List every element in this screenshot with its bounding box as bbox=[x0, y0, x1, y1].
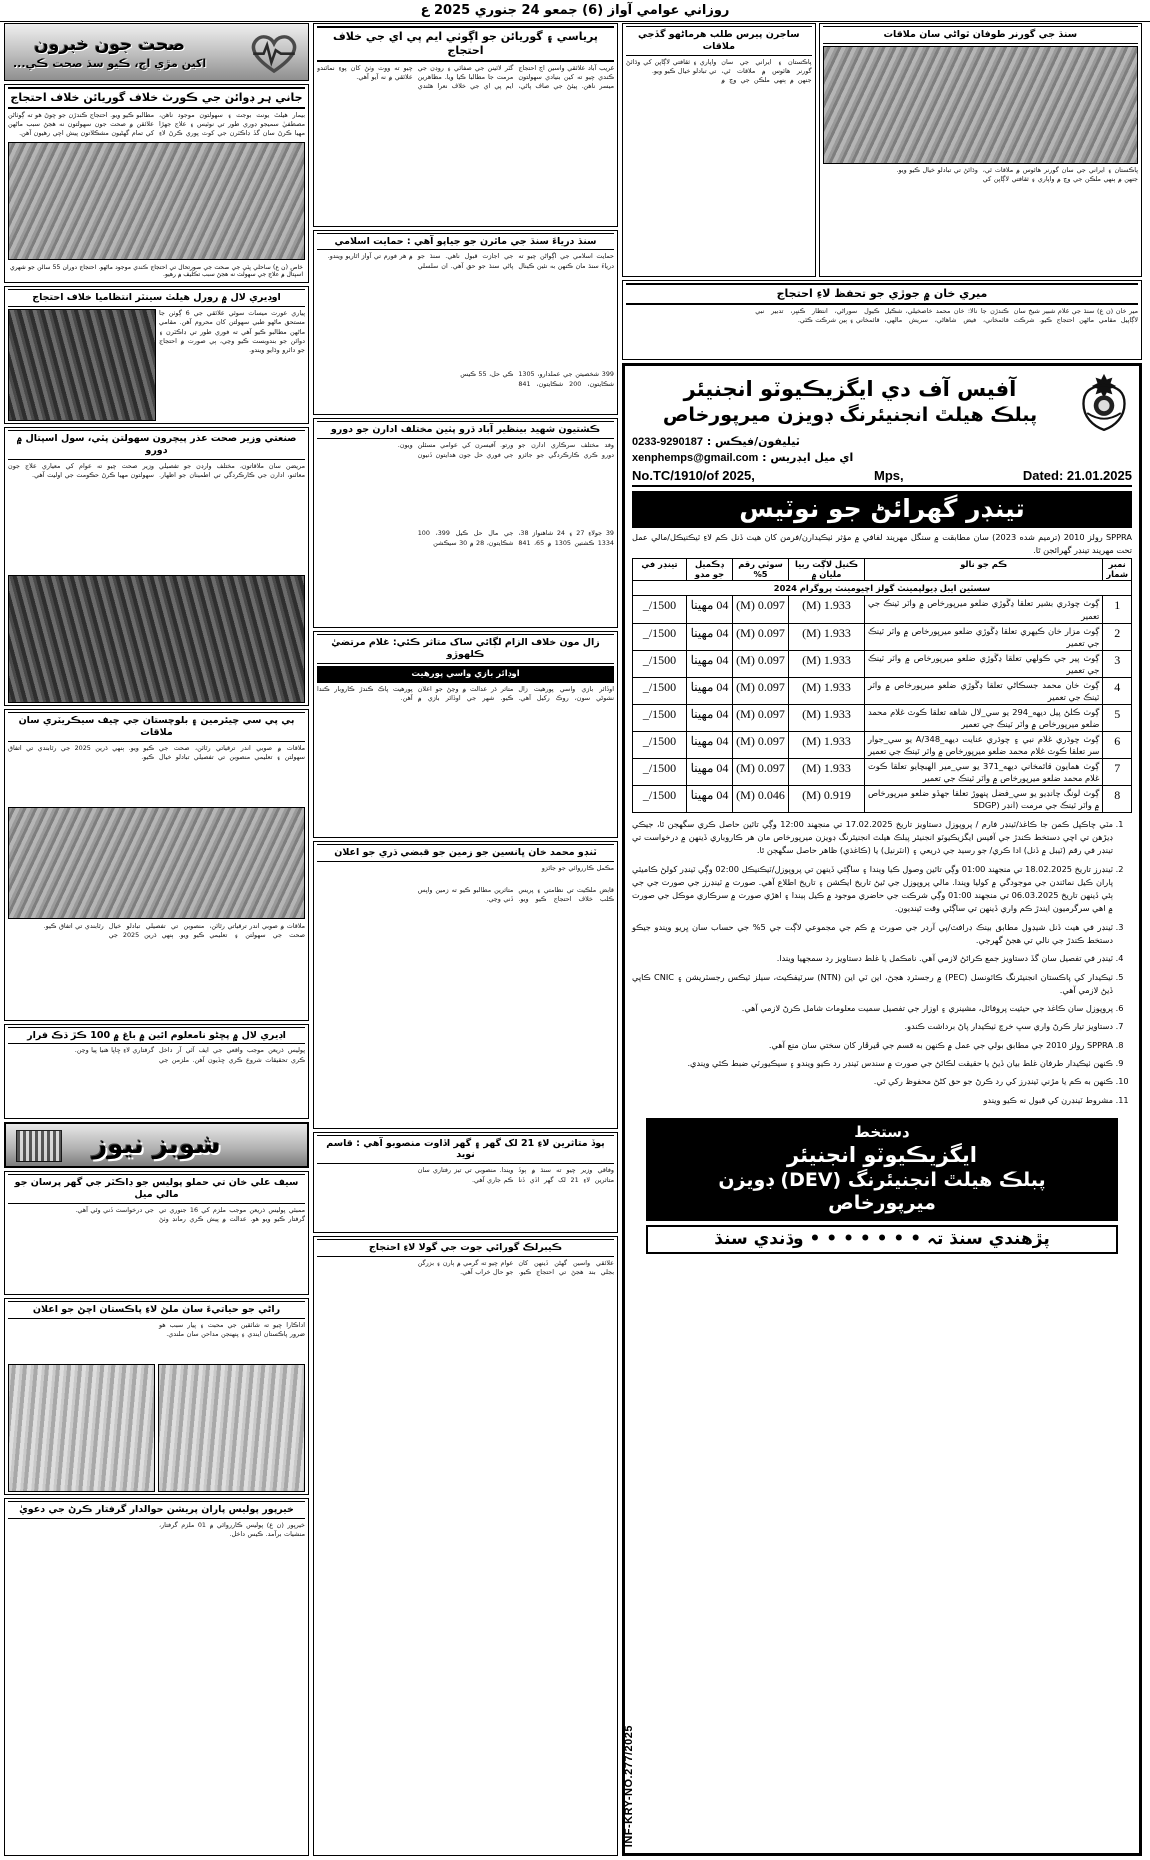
protest-banner-photo bbox=[8, 142, 305, 260]
cell-work-name: ڳوٺ لونگ چانڊيو يو سي_فضل پنهوڙ تعلقا جهڏو ضلعو ميرپورخاص ۾ واٽر ٽينڪ جي مرمت (انڊر (SDGP bbox=[865, 785, 1103, 812]
article-governor-meeting bbox=[819, 23, 1142, 277]
table-row bbox=[633, 758, 1132, 785]
cell-serial: 7 bbox=[1103, 758, 1132, 785]
tender-signature-block bbox=[646, 1118, 1118, 1221]
program-title: سسٽين ايبل ڊيولپمينٽ گولز اچيومينٽ پروگرام 2024 bbox=[633, 581, 1132, 596]
col-work-name: ڪم جو نالو bbox=[865, 558, 1103, 581]
article-headline: اڊيري لال ۾ پڇڻو نامعلوم ائين ۾ باغ ۾ 100 ڪڙ ڌڪ فرار bbox=[8, 1027, 305, 1045]
showbiz-headline: خيرپور پوليس پاران پريشن حوالدار گرفتار ڪرڻ جي دعويٰ bbox=[8, 1501, 305, 1519]
article-body: وفاقي وزير چيو ته سنڌ ۾ ٻوڏ متاثرين لاءِ 21 لک گهر اڏي ڏنا ويندا. منصوبي تي تيز رفتاري سان ڪم جاري آهي. bbox=[417, 1166, 614, 1184]
tender-term: 6. پروپوزل سان ڪاغذ جي حيثيت پروفائل، مشينري ۽ اوزار جي تفصيل سميت معلومات شامل ڪرڻ لازمي آهي. bbox=[632, 1002, 1113, 1015]
cell-serial: 8 bbox=[1103, 785, 1132, 812]
article-miri-khan-protest bbox=[622, 280, 1142, 360]
email-value: xenphemps@gmail.com bbox=[632, 452, 759, 464]
cell-completion-period: 04 مهينا bbox=[687, 731, 733, 758]
showbiz-headline: سيف علي خان تي حملو پوليس جو ڊاڪٽر جي گهر پرسان جو مالي ميل bbox=[8, 1174, 305, 1204]
cell-estimated-cost: 0.919 (M) bbox=[789, 785, 865, 812]
signatory-division: پبلڪ هيلٿ انجنيئرنگ (DEV) ڊويزن bbox=[718, 1168, 1046, 1191]
col-estimated-cost: ڪنيل لاڳت ربيا مليان ۾ bbox=[789, 558, 865, 581]
article-rural-health-center bbox=[4, 286, 309, 424]
officials-handshake-photo bbox=[823, 46, 1138, 164]
article-headline: سنڌ درياءَ سنڌ جي ماٿرن جو جياپو آهي : حمايت اسلامي bbox=[317, 233, 614, 251]
tender-term: 3. ٽينڊر في هيٺ ڏنل شيڊول مطابق بينڪ ڊرافٽ/پي آرڊر جي صورت ۾ ڪم جي مجموعي لاڳت جي 5% جي حساب سان ڀريو ويندو جيڪو دستخط ڪندڙ جي نالي تي هجڻ گهرجي. bbox=[632, 921, 1113, 948]
cell-earnest-money: 0.097 (M) bbox=[733, 731, 789, 758]
article-body-continued: ملاقات ۾ صوبي اندر ترقياتي رٿائن، صحت جي سهولتن ۽ تعليمي منصوبن تي تفصيلي تبادلو خيال ڪيو ويو. ٻنهي ڌرين 2025 جي رٿابندي تي اتفاق ڪيو. bbox=[43, 921, 305, 939]
tender-term: 4. ٽينڊر في تفصيل سان گڏ دستاويز جمع ڪرائڻ لازمي آهي. نامڪمل يا غلط دستاويز رد سمجهيا ويندا. bbox=[632, 952, 1113, 965]
cell-estimated-cost: 1.933 (M) bbox=[789, 650, 865, 677]
table-row bbox=[633, 623, 1132, 650]
tender-intro-text: SPPRA رولز 2010 (ترميم شده 2023) سان مطابقت ۾ سنگل مهريند لفافي ۾ مؤثر ٺيڪيدارن/فرمن کان هيٺ ڏنل ڪم لاءِ ٽيڪنيڪل/مالي عمل تحت مهريند تينڊر گهرائجن ٿا. bbox=[632, 531, 1133, 556]
cell-estimated-cost: 1.933 (M) bbox=[789, 623, 865, 650]
tender-term: 10. ڪنهن به ڪم يا مڙني ٽينڊرز کي رد ڪرڻ جو حق کڻڻ محفوظ رکي ٿي. bbox=[632, 1075, 1113, 1088]
tender-term: 5. ٺيڪيدار کي پاڪستان انجنيئرنگ ڪائونسل (PEC) ۾ رجسٽرڊ هجڻ، اين ٽي اين (NTN) سرٽيفڪيٽ، سيلز ٽيڪس رجسٽريشن ۽ CNIC ڪاپي ڏيڻ لازمي آهي. bbox=[632, 971, 1113, 998]
health-news-banner bbox=[4, 23, 309, 81]
table-row bbox=[633, 596, 1132, 623]
col-completion-period: ڊڪميل جو مدو bbox=[687, 558, 733, 581]
tender-terms-list bbox=[632, 818, 1129, 1112]
article-headline: ٽنڊو محمد خان ڀانسين جو زمين جو قبضي ڌري جو اعلان bbox=[317, 844, 614, 862]
cell-tender-fee: 1500/_ bbox=[633, 704, 687, 731]
tender-table-body bbox=[633, 581, 1132, 812]
cell-earnest-money: 0.097 (M) bbox=[733, 704, 789, 731]
tender-division-title: پبلڪ هيلٿ انجنيئرنگ ڊويزن ميرپورخاص bbox=[662, 404, 1038, 426]
cell-earnest-money: 0.097 (M) bbox=[733, 650, 789, 677]
article-headline: اوڊيري لال ۾ رورل هيلٿ سينٽر انتظاميا خلاف احتجاج bbox=[8, 289, 305, 307]
article-body: ملاقات ۾ صوبي اندر ترقياتي رٿائن، صحت جي سهولتن ۽ تعليمي منصوبن تي تفصيلي تبادلو خيال ڪيو ويو. ٻنهي ڌرين 2025 جي رٿابندي تي اتفاق ڪيو. bbox=[8, 743, 305, 761]
photo-caption: خاص (ن ع) ساحلي پٽي جي صحت جي صورتحال تي احتجاج ڪندي موجود ماڻهو. احتجاج دوران 55 سالن جو شهري اسپتال ۾ علاج جي سهولت نه هجڻ سبب تڪليف ۾ رهيو. bbox=[10, 263, 303, 279]
article-body: پاڪستان ۽ ايراني جي سان گورنر هائوس ۾ ملاقات ٿي، جنهن ۾ ٻنهي ملڪن جي وچ ۾ واپاري ۽ ثقافتي لاڳاپن کي وڌائڻ تي تبادلو خيال ڪيو ويو. bbox=[896, 165, 1138, 184]
cell-completion-period: 04 مهينا bbox=[687, 677, 733, 704]
article-flood-housing bbox=[313, 1132, 618, 1234]
article-body: قابض ملڪيت تي نظامتي ۽ پريس ڪلب خلاف احتجاج ڪيو ويو. متاثرين مطالبو ڪيو ته زمين واپس ڏني وڃي. bbox=[417, 885, 614, 903]
article-body: وفد مختلف سرڪاري ادارن جو دورو ڪري ڪارڪردگي جو جائزو ورتو. آفيسرن کي عوامي مسئلن جي فوري حل جون هدايتون ڏنيون ويون. bbox=[397, 441, 614, 459]
article-odero-lal-robbery bbox=[4, 1024, 309, 1120]
article-body: علائقي واسين گهڻن ڏينهن کان بجلي بند هجڻ تي احتجاج ڪيو. عوام چيو ته گرمي ۾ ٻارن ۽ بزرگن جو حال خراب آهي. bbox=[417, 1259, 614, 1277]
health-banner-subtitle: اکين مڙي اچ، ڪيو سڌ صحت ڪي... bbox=[13, 56, 207, 70]
cell-work-name: ڳوٺ همايون قائمخاني ديهه_371 يو سي_مير الهبچايو تعلقا ڪوٽ غلام محمد ضلعو ميرپورخاص ۾ واٽر ٽينڪ جي تعمير bbox=[865, 758, 1103, 785]
cell-completion-period: 04 مهينا bbox=[687, 623, 733, 650]
cell-earnest-money: 0.097 (M) bbox=[733, 596, 789, 623]
phone-value: 0233-9290187 bbox=[632, 435, 703, 448]
tender-term: 9. ڪنهن ٺيڪيدار طرفان غلط بيان ڏيڻ يا حقيقت لڪائڻ جي صورت ۾ سندس ٽينڊر رد ڪيو ويندو ۽ سيڪيورٽي ضبط ڪئي ويندي. bbox=[632, 1057, 1113, 1070]
article-headline: ڪشتيون شهيد بينظير آباد ڌرو پٺين مختلف ادارن جو دورو bbox=[317, 421, 614, 439]
col-serial: نمبر شمار bbox=[1103, 558, 1132, 581]
article-body: پياري عورت ميسات سوئي علائقي جي 6 ڳوٺن جا مستحق ماڻهو طبي سهولتن کان محروم آهن. مقامي ماڻهن مطالبو ڪيو آهي ته فوري طور تي ڊاڪٽرن ۽ دوائن جو بندوبست ڪيو وڃي، ٻي صورت ۾ احتجاج جو دائرو وڌايو ويندو. bbox=[159, 309, 305, 355]
article-body: اوڏائر بازي واسي پورهيت زال نشوڻي سون، روڪ رکيل آهي. متاثر ڌر عدالت ۾ وڃڻ جو اعلان ڪيو. شهر جي اوڏائر بازي ۾ پورهيت پاڪ ڪندڙ ڪاروبار ڪندا آهن. bbox=[317, 684, 614, 702]
cell-work-name: ڳوٺ چوڌري غلام نبي ۽ چوڌري عنايت ديهه_348/A يو سي_جوار سر تعلقا ڪوٽ غلام محمد ضلعو ميرپورخاص ۾ واٽر ٽينڪ جي تعمير bbox=[865, 731, 1103, 758]
cell-tender-fee: 1500/_ bbox=[633, 623, 687, 650]
cell-work-name: ڳوٺ خان محمد جسڪاڻي تعلقا ڍڱوڙي ضلعو ميرپورخاص ۾ واٽر ٽينڪ جي تعمير bbox=[865, 677, 1103, 704]
health-banner-title: صحت جون خبرون bbox=[34, 34, 185, 55]
article-defamation-claim bbox=[313, 631, 618, 837]
top-news-strip bbox=[622, 23, 1142, 277]
cell-completion-period: 04 مهينا bbox=[687, 785, 733, 812]
showbiz-title: شوبز نيوز bbox=[92, 1130, 221, 1161]
showbiz-item-saif-ali-khan bbox=[4, 1171, 309, 1295]
article-body: حمايت اسلامي جي اڳواڻن چيو ته درياءَ سنڌ مان ڪنهن به نئين ڪينال جي اجازت قبول ناهي. سنڌ جو پاڻي سنڌ جو حق آهي. ان سلسلي ۾ هر فورم تي آواز اٿاريو ويندو. bbox=[327, 252, 614, 270]
cell-serial: 1 bbox=[1103, 596, 1132, 623]
signatory-location: ميرپورخاص bbox=[828, 1191, 936, 1214]
page-columns bbox=[4, 23, 1146, 1856]
cell-work-name: ڳوٺ چوڌري بشير تعلقا ڍڱوڙي ضلعو ميرپورخاص ۾ واٽر ٽينڪ جي تعمير bbox=[865, 596, 1103, 623]
tender-date: Dated: 21.01.2025 bbox=[1022, 467, 1132, 483]
cell-estimated-cost: 1.933 (M) bbox=[789, 758, 865, 785]
tender-advertisement bbox=[622, 363, 1142, 1857]
inf-reference-code: INF-KRY-NO.277/2025 bbox=[623, 1724, 635, 1847]
tender-header bbox=[632, 372, 1132, 432]
cell-tender-fee: 1500/_ bbox=[633, 596, 687, 623]
cell-serial: 3 bbox=[1103, 650, 1132, 677]
cell-work-name: ڳوٺ مزار خان ڪيهري تعلقا ڍڱوڙي ضلعو ميرپورخاص ۾ واٽر ٽينڪ جي تعمير bbox=[865, 623, 1103, 650]
article-stats: 399 شخصيتن جي عملدارو، 1305 شڪايتون، 200 شڪايتون، 841 ڪي حل، 55 ڪيس bbox=[460, 370, 614, 388]
cell-completion-period: 04 مهينا bbox=[687, 758, 733, 785]
article-electricity-protest bbox=[313, 1236, 618, 1856]
cell-completion-period: 04 مهينا bbox=[687, 704, 733, 731]
cell-earnest-money: 0.097 (M) bbox=[733, 623, 789, 650]
table-row bbox=[633, 677, 1132, 704]
article-headline: پرياسي ۽ گوريائن جو اڳوٺي ايم پي اي جي خلاف احتجاج bbox=[317, 26, 614, 62]
actress-portrait-photo bbox=[8, 1364, 155, 1492]
tender-contact-block bbox=[632, 434, 1132, 467]
showbiz-body: اداڪارا چيو ته شائقين جي محبت ۽ پيار سبب هو ضرور پاڪستان ايندي ۽ پنهنجن مداحن سان ملندي. bbox=[159, 1321, 305, 1339]
cell-estimated-cost: 1.933 (M) bbox=[789, 704, 865, 731]
meeting-table-photo bbox=[8, 807, 305, 919]
article-land-occupation bbox=[313, 841, 618, 1129]
tender-works-table bbox=[632, 558, 1132, 813]
tender-reference-line bbox=[632, 468, 1132, 487]
article-minister-hospital-visit bbox=[4, 427, 309, 706]
cell-serial: 2 bbox=[1103, 623, 1132, 650]
tender-place: Mps, bbox=[874, 467, 904, 483]
column-b bbox=[313, 23, 618, 1856]
article-benazirabad-visit bbox=[313, 418, 618, 628]
showbiz-body: خيرپور (ن ع) پوليس ڪارروائي ۾ 01 ملزم گرفتار، منشيات برآمد. ڪيس داخل. bbox=[159, 1520, 305, 1539]
email-label: اي ميل ايڊريس : bbox=[762, 451, 854, 464]
sindh-government-crest-icon bbox=[1076, 372, 1132, 432]
tender-notice-banner: تينڊر گهرائڻ جو نوٽيس bbox=[632, 491, 1132, 528]
article-body: پوليس ذريعن موجب واقعي جي ايف آئي آر داخل ڪري تحقيقات شروع ڪري ڇڏيون آهن. ملزمن جي گرفتاري لاءِ ڇاپا هنيا پيا وڃن. bbox=[74, 1046, 305, 1064]
cell-estimated-cost: 1.933 (M) bbox=[789, 731, 865, 758]
article-headline: ميري خان ۾ جوڙي جو تحفظ لاءِ احتجاج bbox=[626, 283, 1138, 305]
film-strip-icon bbox=[16, 1130, 62, 1162]
tender-term: 7. دستاويز تيار ڪرڻ واري سڀ خرچ ٺيڪيدار پاڻ برداشت ڪندو. bbox=[632, 1020, 1113, 1033]
article-body: پاڪستان ۽ ايراني جي سان گورنر هائوس ۾ ملاقات ٿي، جنهن ۾ ٻنهي ملڪن جي وچ ۾ واپاري ۽ ثقافتي لاڳاپن کي وڌائڻ تي تبادلو خيال ڪيو ويو. bbox=[626, 57, 812, 85]
cell-work-name: ڳوٺ ڪلڻ پيل ديهه_294 يو سي_لال شاهه تعلقا ڪوٽ غلام محمد ضلعو ميرپورخاص ۾ واٽر ٽينڪ جي تعمير bbox=[865, 704, 1103, 731]
article-figures: 39 جولاءِ 27 ۽ 24 شاهنواز 38، 1334 ڪشتين 1305 ۾ 65، 841 جي مال حل ڪيل 399، 100 شڪايتون، 28 ۾ 30 سيڪشن bbox=[417, 529, 614, 547]
article-mpa-protest bbox=[313, 23, 618, 227]
tender-term: 11. مشروط ٽينڊرن کي قبول نه ڪيو ويندو bbox=[632, 1094, 1113, 1107]
masthead-text: روزاني عوامي آواز (6) جمعو 24 جنوري 2025 ع bbox=[420, 3, 730, 18]
tender-office-title: آفيس آف دي ايگزيڪيوٽو انجنيئر bbox=[683, 377, 1017, 401]
minister-visit-photo bbox=[8, 575, 305, 703]
article-headline: ڪيبرلڪ گورائي جوت جي گولا لاءِ احتجاج bbox=[317, 1239, 614, 1257]
article-subhead: مڪمل ڪارروائي جو جائزو bbox=[541, 863, 614, 872]
cell-estimated-cost: 1.933 (M) bbox=[789, 677, 865, 704]
cell-earnest-money: 0.046 (M) bbox=[733, 785, 789, 812]
table-row bbox=[633, 704, 1132, 731]
table-row bbox=[633, 731, 1132, 758]
article-bpc-chairman-meeting bbox=[4, 709, 309, 1021]
cell-tender-fee: 1500/_ bbox=[633, 785, 687, 812]
cell-tender-fee: 1500/_ bbox=[633, 650, 687, 677]
article-headline: زال مون خلاف الزام لڳائي ساک متاثر ڪئي: غلام مرتضيٰ ڪلهوڙو bbox=[317, 634, 614, 664]
signatory-designation: ايگزيڪيوٽو انجنيئر bbox=[787, 1142, 977, 1167]
tender-tc-number: No.TC/1910/of 2025, bbox=[632, 467, 755, 483]
cell-completion-period: 04 مهينا bbox=[687, 650, 733, 677]
cell-tender-fee: 1500/_ bbox=[633, 677, 687, 704]
cell-tender-fee: 1500/_ bbox=[633, 731, 687, 758]
article-headline: صنعتي وزير صحت عذر پيچرون سهولتن پٽي، سول اسپتال ۾ دورو bbox=[8, 430, 305, 460]
tender-term: 1. مٽي چاڪپل ڪمن جا ڪاغذ/ٽينڊر فارم / پروپوزل دستاويز تاريخ 17.02.2025 تي منجهند 12:00 وڳي تائين حاصل ڪري سگهجن ٿا، جيڪي ڊيڙهن تي اچي دستخط ڪندڙ جي آفيس ايگزيڪيوٽو انجنيئر پبلڪ هيلٿ انجنيئرنگ ڊويزن ميرپورخاص مان هر ڪاروباري ڏينهن ۾ درخواست تي تينڊر في رقم (ٽيبل ۾ ڏنل) ادا ڪري/ جو رسيد جي ذريعي ۽ (انٽرنيل) يا (ڪاغذي) ظاهر حاصل سگهجن ٿا. bbox=[632, 818, 1113, 858]
article-body: مير خان (ن ع) سنڌ جي غلام شبير شيخ سان لاڳاپيل مقامي ماڻهن احتجاج ڪيو. شرڪت ڪندڙن جا نالا: خان محمد خاصخيلي، شڪيل قائمخاني، فيض شاهاڻي، سريش مالهي، ڪيول سوراڻي، انتظار ڪنڀر، تدبير نبي قائمخاني ۽ ٻين شرڪت ڪئي. bbox=[755, 306, 1138, 324]
cell-completion-period: 04 مهينا bbox=[687, 596, 733, 623]
article-subhead: اوڊائر بازي واسي پورهيت bbox=[317, 666, 614, 683]
showbiz-headline: راڻي جو حياتيءَ سان ملڻ لاءِ پاڪستان اچڻ جو اعلان bbox=[8, 1301, 305, 1319]
tender-term: 8. SPPRA رولز 2010 جي مطابق بولي جي عمل ۾ ڪنهن به قسم جي ڦيرڦار کان سختي سان منع آهي. bbox=[632, 1039, 1113, 1052]
actress-portrait-photo bbox=[158, 1364, 305, 1492]
cell-work-name: ڳوٺ پير جي ڪولهي تعلقا ڍڱوڙي ضلعو ميرپورخاص ۾ واٽر ٽينڪ جي تعمير bbox=[865, 650, 1103, 677]
heart-pulse-icon bbox=[248, 29, 300, 75]
table-row bbox=[633, 785, 1132, 812]
article-headline: ٻي پي سي چيئرمين ۽ بلوچستان جي چيف سيڪريٽري سان ملاقات bbox=[8, 712, 305, 742]
table-header-row bbox=[633, 558, 1132, 581]
article-headline: ساجرن پيرس طلب هرماڻهو گڏجي ملاقات bbox=[626, 26, 812, 56]
column-a bbox=[4, 23, 309, 1856]
cell-earnest-money: 0.097 (M) bbox=[733, 758, 789, 785]
article-headline: ٻوڏ متاثرين لاءِ 21 لک گهر ۽ گهر اڏاوت منصوبو آهي : قاسم نويد bbox=[317, 1135, 614, 1165]
article-body: مريضن سان ملاقاتون، مختلف وارڊن جو تفصيلي معائنو، ادارن جي ڪارڪردگي تي اطمينان جو اظهار. وزير صحت چيو ته عوام کي معياري علاج جون سهولتون مهيا ڪرڻ حڪومت جي اوليت آهي. bbox=[8, 461, 305, 480]
signature-label: دستخط bbox=[854, 1122, 910, 1141]
tender-slogan: پڙهندي سنڌ تہ • • • • • • • وڌندي سنڌ bbox=[646, 1225, 1118, 1254]
cell-serial: 5 bbox=[1103, 704, 1132, 731]
article-health-protest bbox=[4, 84, 309, 283]
column-c bbox=[622, 23, 1142, 1856]
cell-serial: 6 bbox=[1103, 731, 1132, 758]
cell-serial: 4 bbox=[1103, 677, 1132, 704]
hospital-bed-photo bbox=[8, 309, 156, 421]
showbiz-banner bbox=[4, 1122, 309, 1168]
col-tender-fee: تينڊر في bbox=[633, 558, 687, 581]
article-headline: جاني ہر ڊوائن جي ڪورٽ خلاف گوريائن خلاف احتجاج bbox=[8, 87, 305, 109]
article-headline: سنڌ جي گورنر طوفان ٿواڻي سان ملاقات bbox=[823, 26, 1138, 44]
cell-estimated-cost: 1.933 (M) bbox=[789, 596, 865, 623]
masthead bbox=[0, 0, 1150, 22]
article-body: بيمار هيلٿ يونٽ بوجٽ ۽ سهولتون موجود ناهن، مصطفيٰ سميجو ڊوري طور تي نوٽيس ۽ علاج جهڙا مهيا ڪرڻ سان گڏ ڊاڪٽرن جي کوٽ پوري ڪرڻ لاءِ مطالبو ڪيو ويو. احتجاج ڪندڙن جو چوڻ هو ته ڳوٺاڻن علائقن ۾ صحت جون سهولتون نه هجڻ سبب ماڻهن کي تمام گهڻيون مشڪلاتون پيش اچي رهيون آهن. bbox=[8, 110, 305, 138]
showbiz-body: ممبئي پوليس ذريعن موجب ملزم کي 16 جنوري تي گرفتار ڪيو ويو هو. عدالت ۾ پيش ڪري رمانڊ وٺڻ جي درخواست ڏني وئي آهي. bbox=[75, 1206, 305, 1224]
cell-earnest-money: 0.097 (M) bbox=[733, 677, 789, 704]
showbiz-item-rani-pakistan bbox=[4, 1298, 309, 1495]
tender-term: 2. ٽينڊرز تاريخ 18.02.2025 تي منجهند 01:00 وڳي تائين وصول ڪيا ويندا ۽ ساڳئي ڏينهن تي پروپوزل/ٽيڪنيڪل 02:00 وڳي ٽينڊر کولڻ ڪاميٽي پاران ڪيل نمائندن جي موجودگي ۾ کوليا ويندا. مالي پروپوزل جي ٿيڻ تاريخ ايڪشن ۽ تاريخ اطلاع آهي. صورت ۾ ٽينڊرز جي صورت جي جي ٻئي ڏينهن تاريخ 06.03.2025 تي منجهند 01:00 وڳي شرڪت جي حاضري موجود ۾ ڪيل ٻيندا ۽ اهڙي صورت ۾ سرڪاري موڪل جي صورت ۾ اهي سرگرميون ايندڙ ڪم واري ڏينهن تي ساڳئي وقت ٿينديون. bbox=[632, 863, 1113, 916]
phone-label: ٽيليفون/فيڪس : bbox=[706, 434, 800, 448]
program-title-row bbox=[633, 581, 1132, 596]
article-body: غريب آباد علائقي واسين اڄ احتجاج ڪندي چيو ته کين بنيادي سهولتون ميسر ناهن. پيئڻ جي صاف پاڻي، گٽر لائينن جي صفائي ۽ روڊن جي مرمت جا مطالبا ڪيا ويا. مظاهرين ايم پي اي جي خلاف نعرا هڻندي چيو ته ووٽ وٺڻ کان پوءِ نمائندو علائقي ۾ نه آيو آهي. bbox=[317, 63, 614, 91]
showbiz-item-khairpur-police bbox=[4, 1498, 309, 1856]
table-row bbox=[633, 650, 1132, 677]
article-delegation-meeting bbox=[622, 23, 816, 277]
cell-tender-fee: 1500/_ bbox=[633, 758, 687, 785]
col-earnest-money: سوٽي رقم 5% bbox=[733, 558, 789, 581]
article-indus-river bbox=[313, 230, 618, 416]
